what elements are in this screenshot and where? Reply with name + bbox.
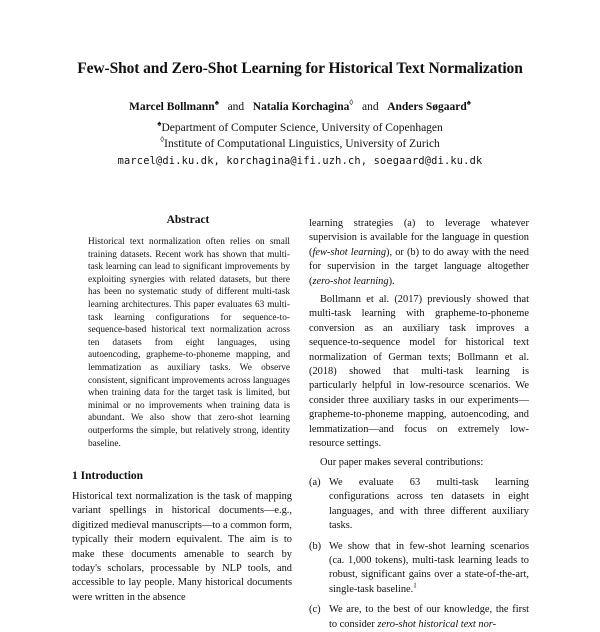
author-sogaard: Anders Søgaard <box>387 101 467 113</box>
abstract-body: Historical text normalization often relies on small training datasets. Recent work has shown that multi-task learning can lead to significant improvements by exploiting synergies with related datasets, but there has been no systematic study of different multi-task learning architectures. This paper evaluates 63 multi-task learning configurations for sequence-to-sequence-based historical text normalization across ten datasets from eight languages, using autoencoding, grapheme-to-phoneme mapping, and lemmatization as auxiliary tasks. We observe consistent, significant improvements across languages when training data for the target task is limited, but minimal or no improvements when training data is abundant. We also show that zero-shot learning outperforms the simple, but relatively strong, identity baseline. <box>88 237 290 449</box>
contribution-text-wrap <box>329 603 529 632</box>
italic-term: few-shot learning <box>312 246 387 258</box>
contribution-text: We are, to the best of our knowledge, the first to consider <box>329 604 529 630</box>
footnote-marker: 1 <box>413 581 417 590</box>
author-bollmann: Marcel Bollmann <box>128 101 215 113</box>
right-column <box>309 217 529 632</box>
author-korchagina: Natalia Korchagina <box>252 101 350 113</box>
spade-mark: ♠ <box>214 98 219 108</box>
italic-term: zero-shot learning <box>312 275 389 287</box>
text-run: ). <box>388 275 395 287</box>
and-separator: and <box>361 101 379 113</box>
contribution-item-c <box>309 603 529 632</box>
contribution-item-a <box>309 476 529 534</box>
contribution-text: We show that in few-shot learning scenarios (ca. 1,000 tokens), multi-task learning leads to robust, significant gains over a state-of-the-art, single-task baseline. <box>329 540 529 595</box>
section-heading-introduction: 1 Introduction <box>72 470 144 482</box>
and-separator: and <box>227 101 245 113</box>
diamond-mark: ◊ <box>349 98 354 108</box>
paper-title: Few-Shot and Zero-Shot Learning for Historical Text Normalization <box>77 60 523 77</box>
paragraph-contributions-intro: Our paper makes several contributions: <box>320 456 484 468</box>
spade-mark: ♠ <box>466 98 472 108</box>
author-emails: marcel@di.ku.dk, korchagina@ifi.uzh.ch, soegaard@di.ku.dk <box>117 155 483 167</box>
introduction-body: Historical text normalization is the task of mapping variant spellings in historical documents—e.g., digitized medieval manuscripts—to a common form, typically their modern equivalent. The aim is to make these documents amenable to search by today's scholars, processable by NLP tools, and accessible to lay people. Many historical documents were written in the absence <box>72 491 292 603</box>
text-run: learning strategies (a) to leverage whatever supervision is available for the language in question ( <box>309 218 529 258</box>
affiliation-zurich <box>0 135 600 150</box>
spade-mark: ♠ <box>157 119 162 129</box>
contribution-label: (c) <box>309 604 321 616</box>
contribution-label: (a) <box>309 476 321 488</box>
paragraph-prior-work: Bollmann et al. (2017) previously showed that multi-task learning with grapheme-to-phoneme conversion as an auxiliary task improves a sequence-to-sequence model for historical text normalization of German texts; Bollmann et al. (2018) showed that multi-task learning is particularly helpful in low-resource scenarios. We consider three auxiliary tasks in our experiments—grapheme-to-phoneme mapping, autoencoding, and lemmatization—and focus on extremely low-resource settings. <box>309 294 529 450</box>
text-run: ), or (b) to do away with the need for supervision in the target language altogether ( <box>309 246 529 287</box>
contribution-text-wrap <box>329 540 529 598</box>
abstract-heading: Abstract <box>166 214 210 226</box>
italic-term: zero-shot historical text nor- <box>377 618 497 630</box>
contribution-item-b <box>309 540 529 598</box>
affiliation-text: Department of Computer Science, University of Copenhagen <box>161 122 443 134</box>
diamond-mark: ◊ <box>160 135 165 145</box>
affiliation-copenhagen <box>0 119 600 134</box>
author-line <box>0 98 600 113</box>
affiliation-text: Institute of Computational Linguistics, University of Zurich <box>164 138 440 150</box>
contribution-label: (b) <box>309 540 322 552</box>
paragraph-learning-strategies <box>309 217 529 289</box>
contribution-text: We evaluate 63 multi-task learning configurations across ten datasets in eight languages, and with three different auxiliary tasks. <box>329 476 529 532</box>
